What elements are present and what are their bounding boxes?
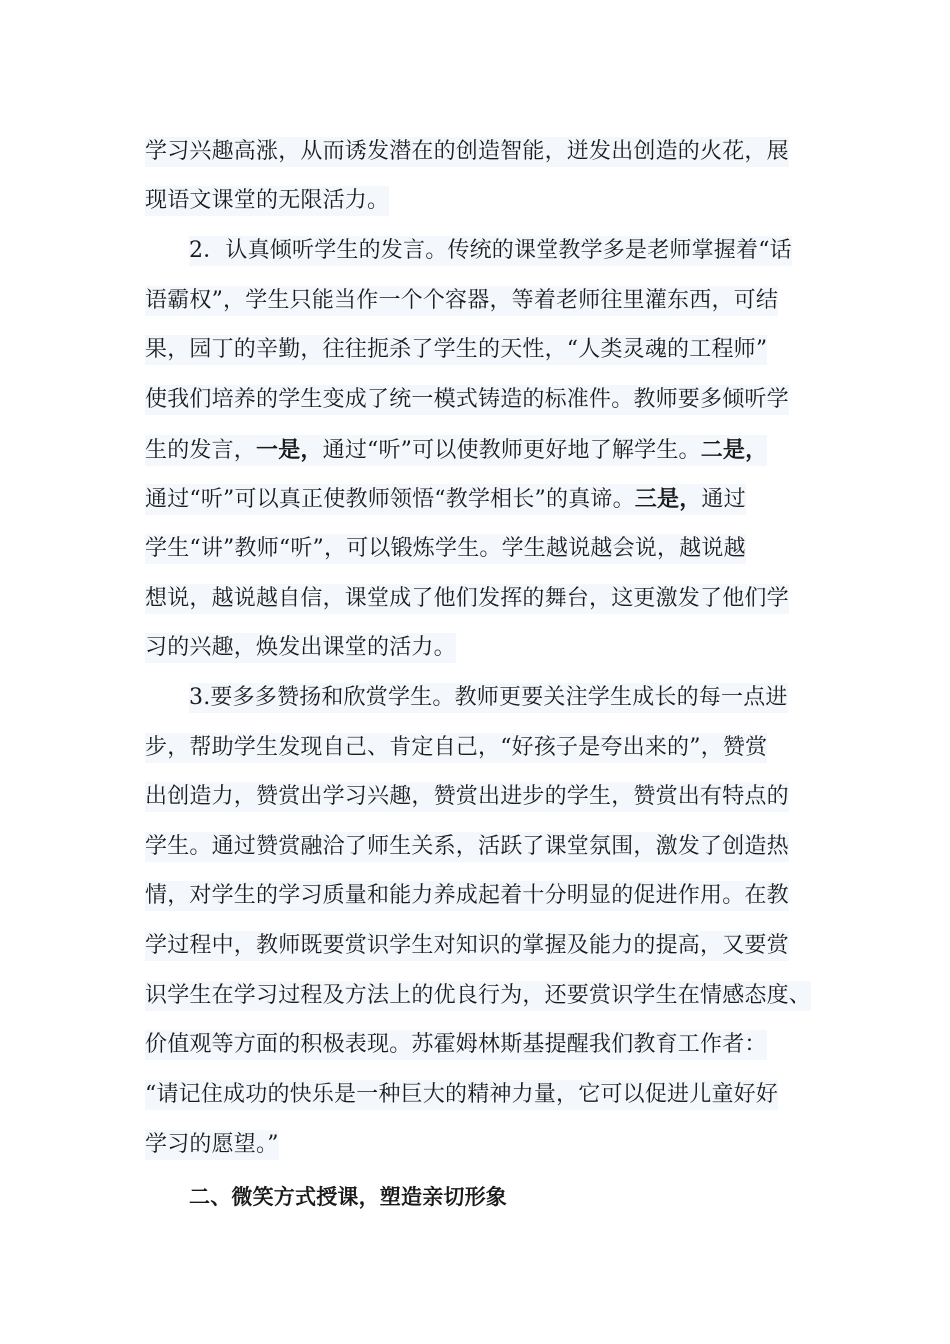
line-text: 通过“听”可以真正使教师领悟“教学相长”的真谛。 <box>145 487 635 512</box>
paragraph-line <box>145 186 389 216</box>
section-heading <box>189 1182 507 1212</box>
line-text: 习的兴趣，焕发出课堂的活力。 <box>145 635 456 660</box>
line-text: 出创造力，赞赏出学习兴趣，赞赏出进步的学生，赞赏出有特点的 <box>145 784 789 809</box>
paragraph-line <box>145 733 767 763</box>
paragraph-line <box>189 236 792 266</box>
paragraph-line <box>145 1080 778 1110</box>
line-text: “请记住成功的快乐是一种巨大的精神力量，它可以促进儿童好好 <box>145 1082 779 1107</box>
line-text: 生的发言， <box>145 438 257 463</box>
paragraph-line <box>145 881 789 911</box>
paragraph-line <box>145 1030 767 1060</box>
line-text: 价值观等方面的积极表现。苏霍姆林斯基提醒我们教育工作者： <box>145 1032 767 1057</box>
line-text: 语霸权”，学生只能当作一个个容器，等着老师往里灌东西，可结 <box>145 288 779 313</box>
paragraph-line <box>145 931 789 961</box>
heading-text: 二、微笑方式授课，塑造亲切形象 <box>189 1185 507 1209</box>
line-text: 现语文课堂的无限活力。 <box>145 188 390 213</box>
line-text: 学生“讲”教师“听”，可以锻炼学生。学生越说越会说，越说越 <box>145 536 746 561</box>
line-text: 3.要多多赞扬和欣赏学生。教师更要关注学生成长的每一点进 <box>189 685 788 710</box>
bold-marker-third: 三是， <box>634 486 702 512</box>
paragraph-line <box>145 435 767 466</box>
line-text: 2．认真倾听学生的发言。传统的课堂教学多是老师掌握着“话 <box>189 238 792 263</box>
line-text: 果，园丁的辛勤，往往扼杀了学生的天性，“人类灵魂的工程师” <box>145 337 768 362</box>
line-text: 学习的愿望。” <box>145 1132 279 1157</box>
paragraph-line <box>145 534 746 564</box>
paragraph-line <box>189 683 788 713</box>
paragraph-line <box>145 782 789 812</box>
paragraph-line <box>145 832 789 862</box>
line-text: 学过程中，教师既要赏识学生对知识的掌握及能力的提高，又要赏 <box>145 933 789 958</box>
paragraph-line <box>145 633 456 663</box>
line-text: 通过 <box>701 487 746 512</box>
paragraph-line <box>145 584 789 614</box>
paragraph-line <box>145 335 767 365</box>
line-text: 使我们培养的学生变成了统一模式铸造的标准件。教师要多倾听学 <box>145 387 789 412</box>
paragraph-line <box>145 137 789 167</box>
paragraph-line <box>145 385 789 415</box>
paragraph-line <box>145 484 746 515</box>
line-text: 通过“听”可以使教师更好地了解学生。 <box>322 438 701 463</box>
line-text: 识学生在学习过程及方法上的优良行为，还要赏识学生在情感态度、 <box>145 983 812 1008</box>
line-text: 步，帮助学生发现自己、肯定自己，“好孩子是夸出来的”，赞赏 <box>145 735 768 760</box>
bold-marker-second: 二是， <box>700 437 768 463</box>
bold-marker-first: 一是， <box>256 437 323 463</box>
line-text: 情，对学生的学习质量和能力养成起着十分明显的促进作用。在教 <box>145 883 789 908</box>
paragraph-line <box>145 981 811 1011</box>
line-text: 学生。通过赞赏融洽了师生关系，活跃了课堂氛围，激发了创造热 <box>145 834 789 859</box>
line-text: 学习兴趣高涨，从而诱发潜在的创造智能，迸发出创造的火花，展 <box>145 139 789 164</box>
line-text: 想说，越说越自信，课堂成了他们发挥的舞台，这更激发了他们学 <box>145 586 789 611</box>
paragraph-line <box>145 1130 279 1160</box>
paragraph-line <box>145 286 778 316</box>
